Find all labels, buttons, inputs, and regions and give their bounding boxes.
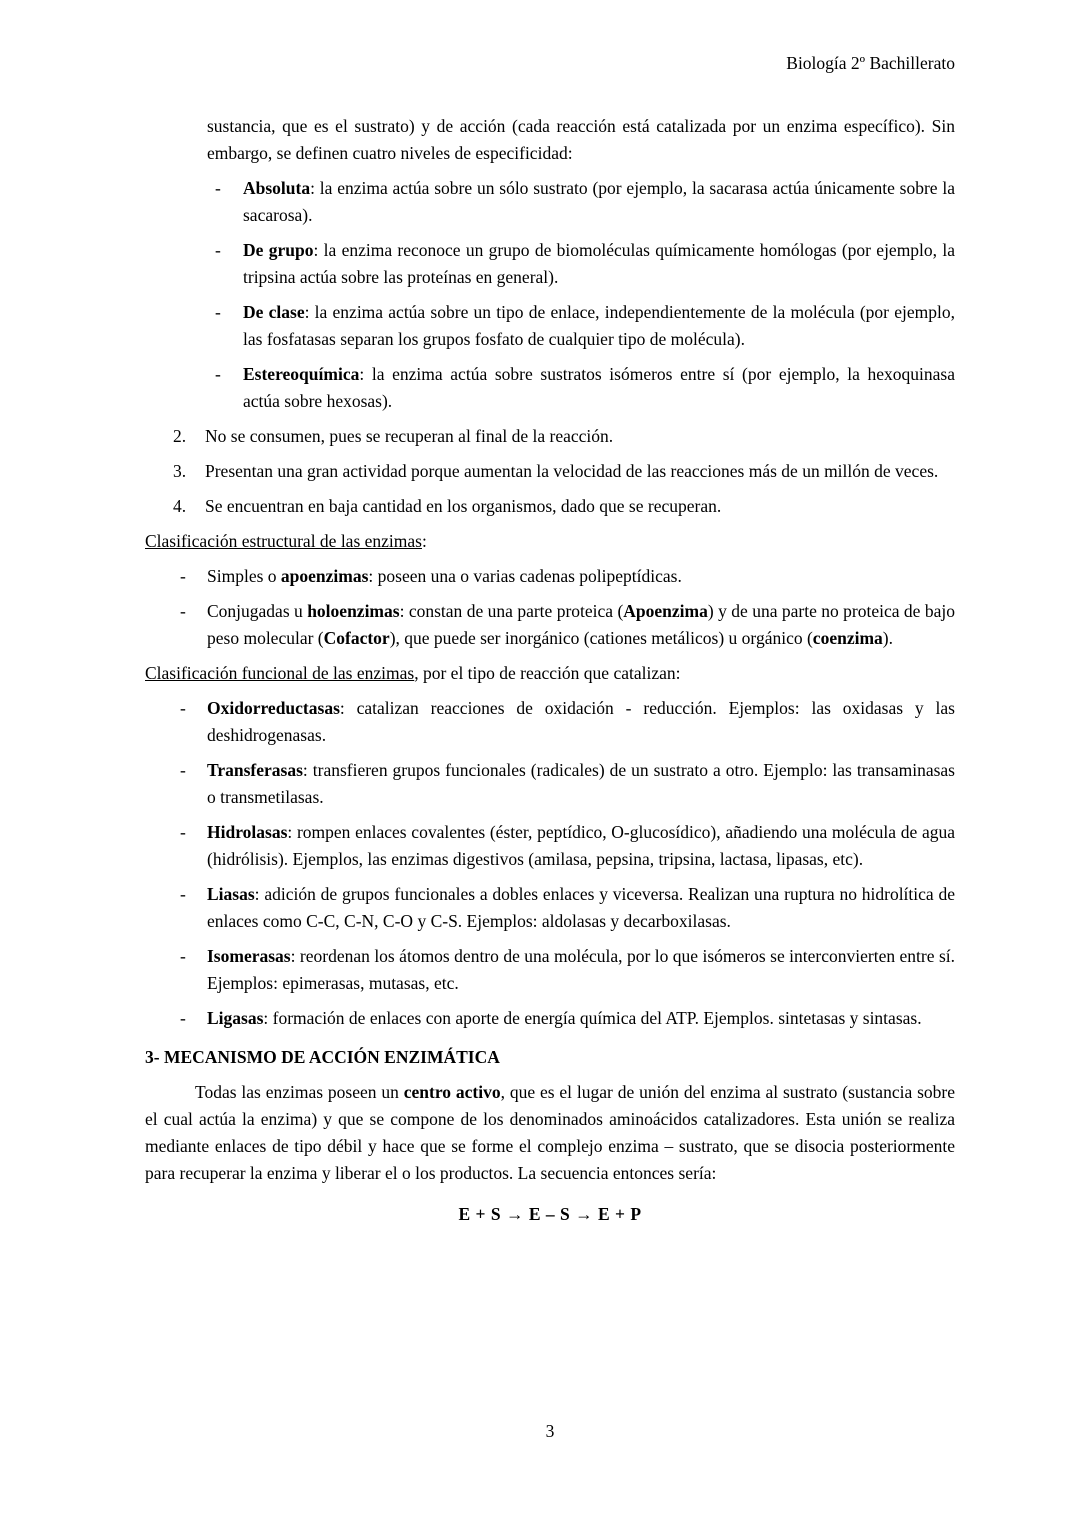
paragraph-continuation <box>207 113 955 167</box>
section-heading-clasificacion-funcional <box>145 660 955 687</box>
text-run: sustancia, que es el sustrato) y de acción (cada reacción está catalizada por un enzima específico). Sin embargo, se definen cuatro niveles de especificidad: <box>207 116 955 163</box>
list-marker: - <box>180 822 186 842</box>
list-marker: - <box>180 566 186 586</box>
text-run: ) y de una parte no proteica de bajo peso molecular ( <box>207 601 955 648</box>
text-run: apoenzimas <box>280 566 369 586</box>
text-run: Presentan una gran actividad porque aumentan la velocidad de las reacciones más de un millón de veces. <box>205 461 939 481</box>
text-run: : constan de una parte proteica ( <box>399 601 624 621</box>
text-run: 3- MECANISMO DE ACCIÓN ENZIMÁTICA <box>145 1047 500 1067</box>
paragraph-centro-activo <box>145 1079 955 1187</box>
text-run: Transferasas <box>207 760 303 780</box>
text-run: Isomerasas <box>207 946 291 966</box>
text-run: : formación de enlaces con aporte de energía química del ATP. Ejemplos. sintetasas y sintasas. <box>263 1008 922 1028</box>
text-run: : la enzima actúa sobre sustratos isómeros entre sí (por ejemplo, la hexoquinasa actúa sobre hexosas). <box>243 364 955 411</box>
text-run: : adición de grupos funcionales a dobles enlaces y viceversa. Realizan una ruptura no hidrolítica de enlaces como C-C, C-N, C-O y C-S. Ejemplos: aldolasas y decarboxilasas. <box>207 884 955 931</box>
document-body <box>145 113 955 1228</box>
text-run: Oxidorreductasas <box>207 698 340 718</box>
text-run: : la enzima reconoce un grupo de biomoléculas químicamente homólogas (por ejemplo, la tripsina actúa sobre las proteínas en general). <box>243 240 955 287</box>
text-run: ). <box>882 628 893 648</box>
text-run: : transfieren grupos funcionales (radicales) de un sustrato a otro. Ejemplo: las transaminasas o transmetilasas. <box>207 760 955 807</box>
list-marker: 4. <box>173 496 187 516</box>
list-item-oxidorreductasas <box>180 695 955 749</box>
text-run: Simples o <box>207 566 281 586</box>
text-run: E + S → E – S → E + P <box>458 1204 642 1224</box>
list-item-estereoquimica <box>215 361 955 415</box>
list-marker: 3. <box>173 461 187 481</box>
list-item-hidrolasas <box>180 819 955 873</box>
list-marker: - <box>215 364 221 384</box>
text-run: Estereoquímica <box>243 364 360 384</box>
list-marker: - <box>180 1008 186 1028</box>
text-run: , por el tipo de reacción que catalizan: <box>414 663 681 683</box>
list-marker: - <box>180 946 186 966</box>
text-run: : la enzima actúa sobre un tipo de enlace, independientemente de la molécula (por ejemplo, las fosfatasas separan los grupos fosfato de cualquier tipo de molécula). <box>243 302 955 349</box>
list-item-isomerasas <box>180 943 955 997</box>
text-run: : rompen enlaces covalentes (éster, peptídico, O-glucosídico), añadiendo una molécula de agua (hidrólisis). Ejemplos, las enzimas digestivos (amilasa, pepsina, tripsina, lactasa, lipasas, etc). <box>207 822 955 869</box>
list-marker: - <box>215 240 221 260</box>
text-run: Apoenzima <box>623 601 708 621</box>
numbered-item-4 <box>173 493 955 520</box>
page-number: 3 <box>545 1421 555 1441</box>
text-run: coenzima <box>812 628 883 648</box>
text-run: Todas las enzimas poseen un <box>195 1082 404 1102</box>
list-item-absoluta <box>215 175 955 229</box>
text-run: Ligasas <box>207 1008 264 1028</box>
list-item-liasas <box>180 881 955 935</box>
text-run: Absoluta <box>243 178 311 198</box>
text-run: Clasificación estructural de las enzimas <box>145 531 422 551</box>
page-header: Biología 2º Bachillerato <box>786 53 955 73</box>
text-run: Cofactor <box>323 628 390 648</box>
list-item-transferasas <box>180 757 955 811</box>
list-item-simples <box>180 563 955 590</box>
list-item-de-clase <box>215 299 955 353</box>
reaction-formula <box>145 1201 955 1228</box>
text-run: Se encuentran en baja cantidad en los organismos, dado que se recuperan. <box>205 496 722 516</box>
list-marker: - <box>215 302 221 322</box>
text-run: centro activo <box>403 1082 501 1102</box>
numbered-item-2 <box>173 423 955 450</box>
text-run: : <box>421 531 427 551</box>
section-heading-clasificacion-estructural <box>145 528 955 555</box>
list-item-de-grupo <box>215 237 955 291</box>
list-item-ligasas <box>180 1005 955 1032</box>
section-heading-mecanismo <box>145 1044 955 1071</box>
text-run: De grupo <box>243 240 314 260</box>
numbered-item-3 <box>173 458 955 485</box>
list-marker: - <box>180 884 186 904</box>
text-run: Liasas <box>207 884 255 904</box>
text-run: De clase <box>243 302 305 322</box>
list-marker: 2. <box>173 426 187 446</box>
list-marker: - <box>180 601 186 621</box>
list-marker: - <box>215 178 221 198</box>
text-run: No se consumen, pues se recuperan al final de la reacción. <box>205 426 614 446</box>
list-item-conjugadas <box>180 598 955 652</box>
list-marker: - <box>180 698 186 718</box>
text-run: Clasificación funcional de las enzimas <box>145 663 415 683</box>
text-run: : poseen una o varias cadenas polipeptídicas. <box>368 566 682 586</box>
text-run: : la enzima actúa sobre un sólo sustrato (por ejemplo, la sacarasa actúa únicamente sobre la sacarosa). <box>243 178 955 225</box>
text-run: Hidrolasas <box>207 822 288 842</box>
text-run: , que es el lugar de unión del enzima al sustrato (sustancia sobre el cual actúa la enzima) y que se compone de los denominados aminoácidos catalizadores. Esta unión se realiza mediante enlaces de tipo débil y hace que se forme el complejo enzima – sustrato, que se disocia posteriormente para recuperar la enzima y liberar el o los productos. La secuencia entonces sería: <box>145 1082 955 1183</box>
list-marker: - <box>180 760 186 780</box>
text-run: : reordenan los átomos dentro de una molécula, por lo que isómeros se interconvierten entre sí. Ejemplos: epimerasas, mutasas, etc. <box>207 946 955 993</box>
text-run: : catalizan reacciones de oxidación - reducción. Ejemplos: las oxidasas y las deshidrogenasas. <box>207 698 955 745</box>
text-run: Conjugadas u <box>207 601 308 621</box>
text-run: ), que puede ser inorgánico (cationes metálicos) u orgánico ( <box>389 628 813 648</box>
text-run: holoenzimas <box>307 601 400 621</box>
